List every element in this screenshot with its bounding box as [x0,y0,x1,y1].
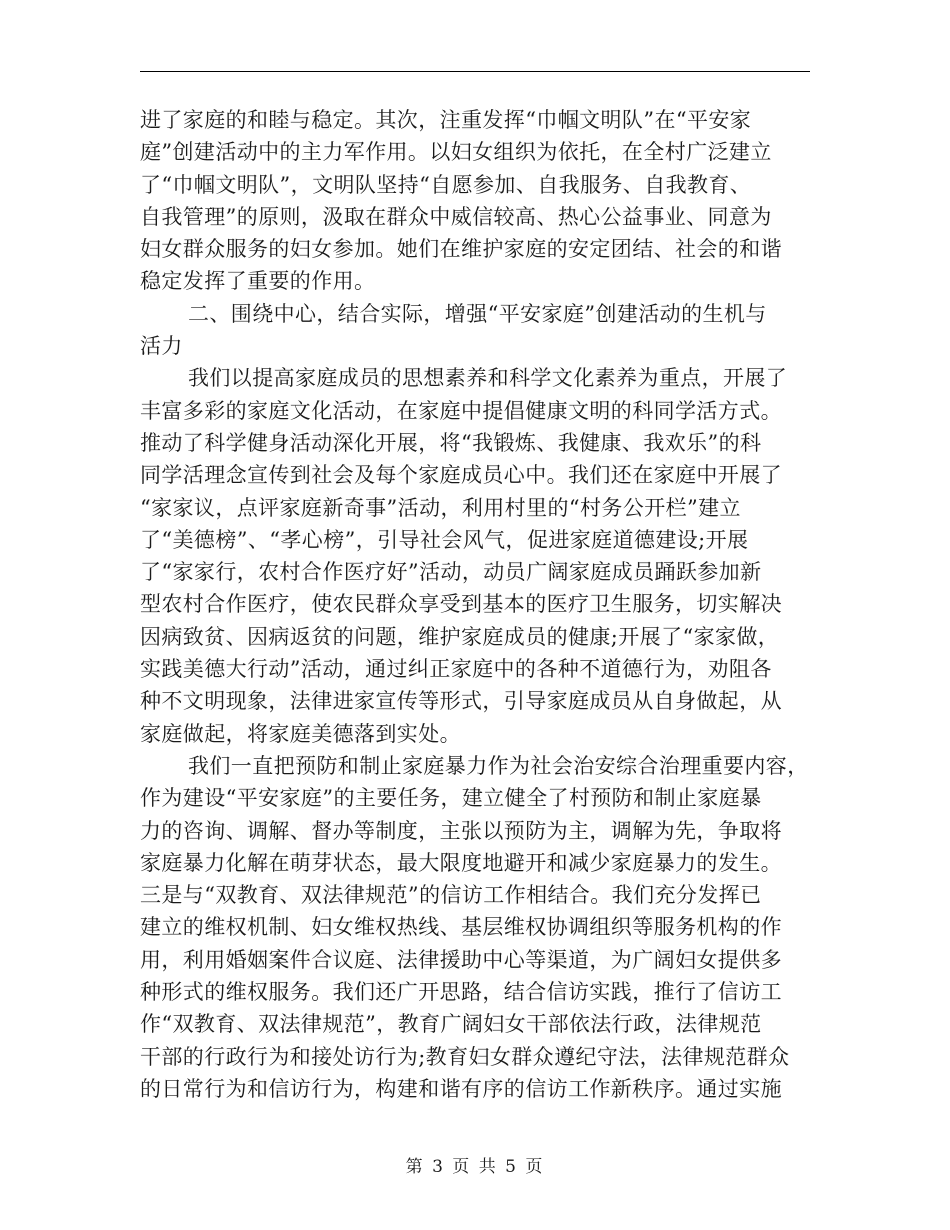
text-line: 作为建设“平安家庭”的主要任务，建立健全了村预防和制止家庭暴 [140,786,762,811]
text-line: 的日常行为和信访行为，构建和谐有序的信访工作新秩序。通过实施 [140,1076,782,1101]
text-line: 三是与“双教育、双法律规范”的信访工作相结合。我们充分发挥已 [140,883,762,908]
text-line: 稳定发挥了重要的作用。 [140,269,376,294]
text-line: 种形式的维权服务。我们还广开思路，结合信访实践，推行了信访工 [140,980,782,1005]
text-line: 种不文明现象，法律进家宣传等形式，引导家庭成员从自身做起，从 [140,689,782,714]
section-heading-line: 活力 [140,334,183,359]
text-line: 家庭做起，将家庭美德落到实处。 [140,721,461,746]
text-line: 建立的维权机制、妇女维权热线、基层维权协调组织等服务机构的作 [140,915,782,940]
document-body [140,104,810,1105]
text-line: 家庭暴力化解在萌芽状态，最大限度地避开和减少家庭暴力的发生。 [140,850,782,875]
text-line: 实践美德大行动”活动，通过纠正家庭中的各种不道德行为，劝阻各 [140,657,772,682]
page-number-footer: 第 3 页 共 5 页 [405,1157,545,1177]
text-line: 型农村合作医疗，使农民群众享受到基本的医疗卫生服务，切实解决 [140,592,782,617]
text-line: 因病致贫、因病返贫的问题，维护家庭成员的健康;开展了“家家做， [140,624,780,649]
text-line: 我们一直把预防和制止家庭暴力作为社会治安综合治理重要内容， [188,753,809,778]
section-heading-line: 二、围绕中心，结合实际，增强“平安家庭”创建活动的生机与 [188,301,767,326]
text-line: 了“家家行，农村合作医疗好”活动，动员广阔家庭成员踊跃参加新 [140,560,762,585]
text-line: 作“双教育、双法律规范”，教育广阔妇女干部依法行政，法律规范 [140,1012,762,1037]
text-line: 干部的行政行为和接处访行为;教育妇女群众遵纪守法，法律规范群众 [140,1044,790,1069]
text-line: 了“美德榜”、“孝心榜”，引导社会风气，促进家庭道德建设;开展 [140,527,749,552]
text-line: 丰富多彩的家庭文化活动，在家庭中提倡健康文明的科同学活方式。 [140,398,782,423]
text-line: 力的咨询、调解、督办等制度，主张以预防为主，调解为先，争取将 [140,818,782,843]
text-line: 进了家庭的和睦与稳定。其次，注重发挥“巾帼文明队”在“平安家 [140,108,752,132]
text-line: 推动了科学健身活动深化开展，将“我锻炼、我健康、我欢乐”的科 [140,430,762,455]
text-line: 用，利用婚姻案件合议庭、法律援助中心等渠道，为广阔妇女提供多 [140,947,782,972]
text-line: 了“巾帼文明队”，文明队坚持“自愿参加、自我服务、自我教育、 [140,172,752,197]
text-line: 妇女群众服务的妇女参加。她们在维护家庭的安定团结、社会的和谐 [140,237,782,262]
text-line: 自我管理”的原则，汲取在群众中威信较高、热心公益事业、同意为 [140,204,772,229]
text-line: 庭”创建活动中的主力军作用。以妇女组织为依托，在全村广泛建立 [140,140,772,165]
text-line: 同学活理念宣传到社会及每个家庭成员心中。我们还在家庭中开展了 [140,463,782,488]
text-line: 我们以提高家庭成员的思想素养和科学文化素养为重点，开展了 [188,366,788,391]
header-rule [140,71,810,72]
text-line: “家家议，点评家庭新奇事”活动，利用村里的“村务公开栏”建立 [140,495,741,520]
